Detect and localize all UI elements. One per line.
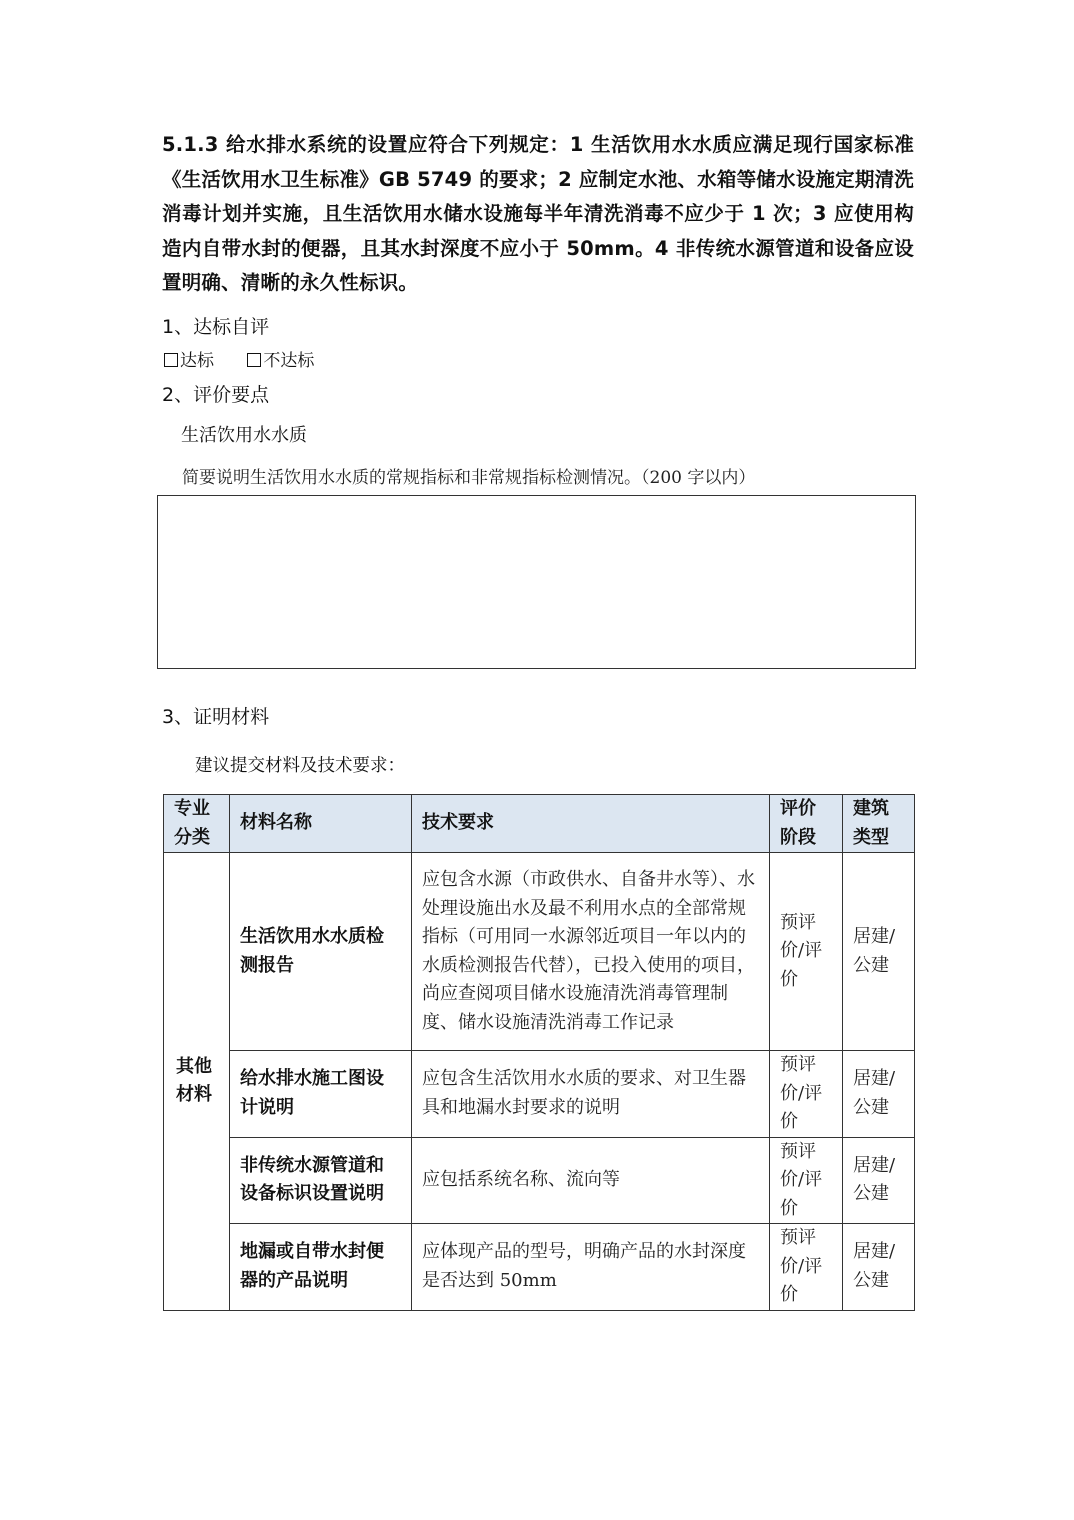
header-material-name: 材料名称 bbox=[230, 795, 412, 853]
description-answer-box[interactable] bbox=[157, 495, 916, 669]
category-cell: 其他材料 bbox=[164, 853, 230, 1311]
materials-intro: 建议提交材料及技术要求： bbox=[195, 756, 405, 776]
table-row bbox=[164, 1137, 915, 1224]
materials-table bbox=[163, 794, 915, 1311]
stage-cell: 预评价/评价 bbox=[770, 1051, 843, 1138]
building-type-cell: 居建/公建 bbox=[843, 1137, 915, 1224]
header-building-type: 建筑类型 bbox=[843, 795, 915, 853]
option-noncompliant[interactable] bbox=[247, 351, 314, 371]
requirement-cell: 应包含生活饮用水水质的要求、对卫生器具和地漏水封要求的说明 bbox=[412, 1051, 770, 1138]
option-compliant-label: 达标 bbox=[180, 351, 214, 371]
table-row bbox=[164, 853, 915, 1051]
option-compliant[interactable] bbox=[164, 351, 214, 371]
building-type-cell: 居建/公建 bbox=[843, 1051, 915, 1138]
stage-cell: 预评价/评价 bbox=[770, 853, 843, 1051]
table-row bbox=[164, 1224, 915, 1311]
clause-text: 5.1.3 给水排水系统的设置应符合下列规定：1 生活饮用水水质应满足现行国家标准《生活饮用水卫生标准》GB 5749 的要求；2 应制定水池、水箱等储水设施定期清洗消毒计划并实施，且生活饮用水储水设施每半年清洗消毒不应少于 1 次；3 应使用构造内自带水封的便器，且其水封深度不应小于 50mm。4 非传统水源管道和设备应设置明确、清晰的永久性标识。 bbox=[162, 133, 914, 294]
material-name-cell: 地漏或自带水封便器的产品说明 bbox=[230, 1224, 412, 1311]
building-type-cell: 居建/公建 bbox=[843, 1224, 915, 1311]
material-name-cell: 生活饮用水水质检测报告 bbox=[230, 853, 412, 1051]
section-heading-self-evaluation: 1、达标自评 bbox=[162, 316, 270, 338]
section-heading-evaluation-points: 2、评价要点 bbox=[162, 384, 270, 406]
checkbox-icon[interactable] bbox=[164, 353, 178, 367]
table-header-row bbox=[164, 795, 915, 853]
header-technical-requirement: 技术要求 bbox=[412, 795, 770, 853]
checkbox-icon[interactable] bbox=[247, 353, 261, 367]
stage-cell: 预评价/评价 bbox=[770, 1137, 843, 1224]
header-evaluation-stage: 评价阶段 bbox=[770, 795, 843, 853]
section-heading-supporting-materials: 3、证明材料 bbox=[162, 706, 270, 728]
material-name-cell: 非传统水源管道和设备标识设置说明 bbox=[230, 1137, 412, 1224]
option-noncompliant-label: 不达标 bbox=[263, 351, 315, 371]
stage-cell: 预评价/评价 bbox=[770, 1224, 843, 1311]
table-row bbox=[164, 1051, 915, 1138]
header-category: 专业分类 bbox=[164, 795, 230, 853]
self-evaluation-options bbox=[164, 346, 342, 371]
requirement-cell: 应体现产品的型号，明确产品的水封深度是否达到 50mm bbox=[412, 1224, 770, 1311]
requirement-cell: 应包含水源（市政供水、自备井水等）、水处理设施出水及最不利用水点的全部常规指标（可用同一水源邻近项目一年以内的水质检测报告代替），已投入使用的项目，尚应查阅项目储水设施清洗消毒管理制度、储水设施清洗消毒工作记录 bbox=[412, 853, 770, 1051]
requirement-cell: 应包括系统名称、流向等 bbox=[412, 1137, 770, 1224]
building-type-cell: 居建/公建 bbox=[843, 853, 915, 1051]
material-name-cell: 给水排水施工图设计说明 bbox=[230, 1051, 412, 1138]
evaluation-description: 简要说明生活饮用水水质的常规指标和非常规指标检测情况。（200 字以内） bbox=[182, 468, 756, 488]
evaluation-subheading: 生活饮用水水质 bbox=[181, 425, 307, 446]
